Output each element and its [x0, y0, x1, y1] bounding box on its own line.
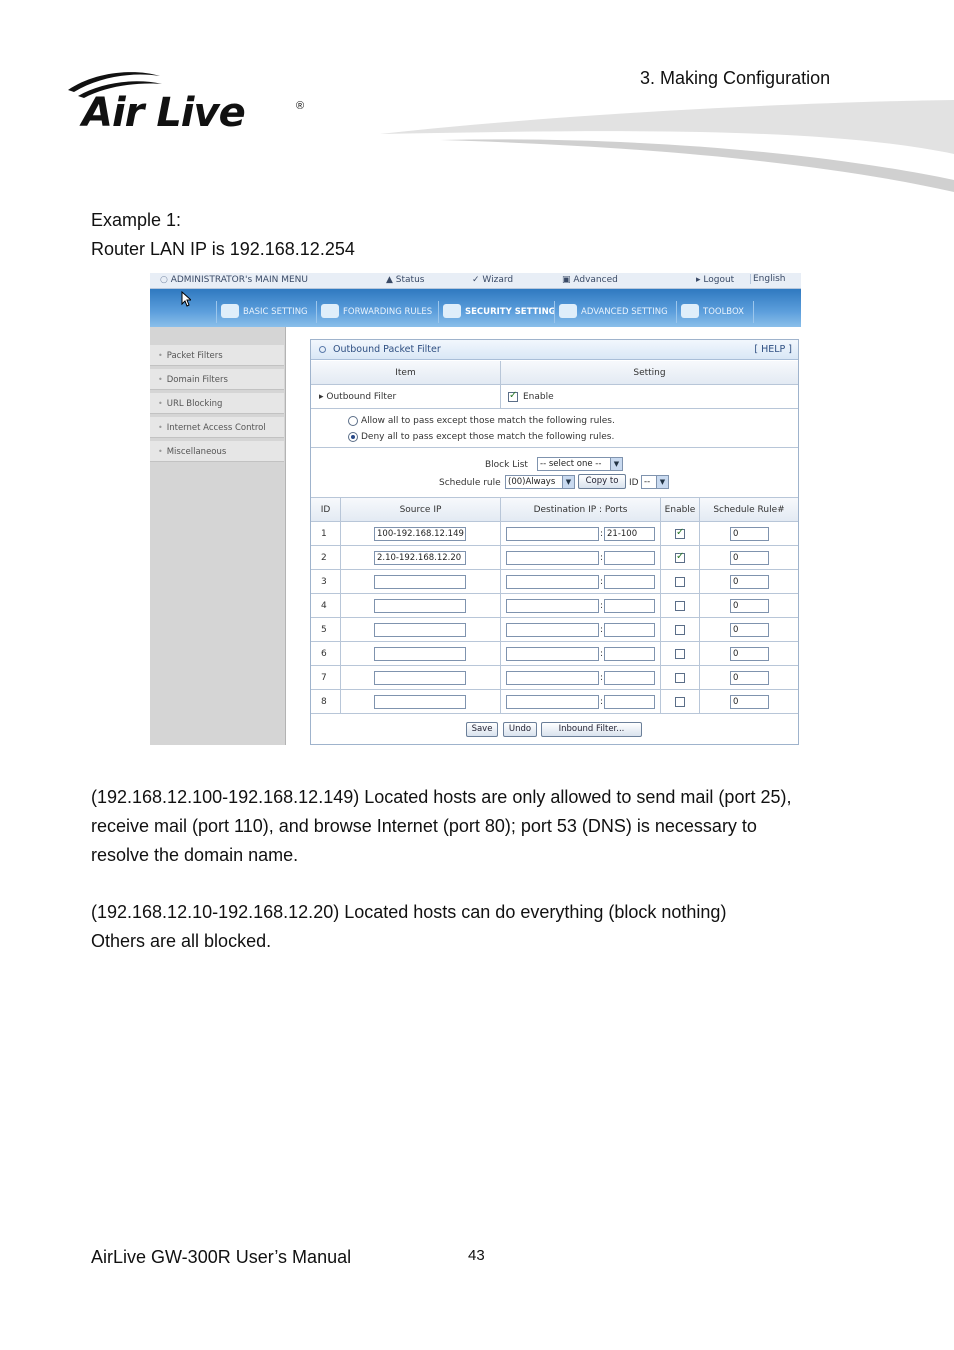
source-ip-input[interactable] — [374, 647, 466, 661]
rule-id: 8 — [321, 697, 327, 707]
outbound-filter-label: ▸ Outbound Filter — [319, 392, 397, 402]
table-row — [311, 546, 798, 570]
schedule-rule-input[interactable]: 0 — [730, 551, 769, 565]
rule-enable-checkbox[interactable] — [675, 625, 685, 635]
ports-input[interactable] — [604, 575, 655, 589]
title-bullet-icon — [319, 346, 326, 353]
deny-rule-option[interactable]: Deny all to pass except those match the following rules. — [348, 431, 614, 445]
destination-ip-input[interactable] — [506, 551, 599, 565]
paragraph-1-line-1: (192.168.12.100-192.168.12.149) Located hosts are only allowed to send mail (port 25), — [91, 787, 792, 807]
row-arrow-icon: ▸ — [319, 392, 327, 402]
rule-enable-checkbox[interactable] — [675, 577, 685, 587]
rule-id: 2 — [321, 553, 327, 563]
wizard-icon: ✓ — [472, 275, 483, 285]
source-ip-input[interactable] — [374, 671, 466, 685]
save-button[interactable]: Save — [466, 722, 498, 737]
settings-header-row — [311, 361, 798, 385]
router-top-bar — [150, 273, 801, 289]
sidebar-item-packet-filters[interactable]: • Packet Filters — [150, 345, 284, 366]
id-column-header: ID — [320, 505, 331, 515]
lan-ip-text: Router LAN IP is 192.168.12.254 — [91, 239, 355, 259]
block-list-label: Block List — [485, 460, 528, 470]
header-swoosh-graphic — [380, 96, 954, 196]
outbound-filter-panel — [310, 339, 799, 745]
basic-setting-icon — [221, 304, 239, 318]
source-ip-input[interactable] — [374, 599, 466, 613]
destination-ip-input[interactable] — [506, 527, 599, 541]
port-separator: : — [600, 697, 604, 707]
panel-title-bar — [311, 340, 798, 360]
ports-input[interactable]: 21-100 — [604, 527, 655, 541]
copy-id-select[interactable]: -- ▼ — [641, 475, 669, 489]
chapter-title: 3. Making Configuration — [640, 68, 831, 88]
rule-id: 3 — [321, 577, 327, 587]
paragraph-2-line-1: (192.168.12.10-192.168.12.20) Located hosts can do everything (block nothing) — [91, 902, 727, 922]
outbound-enable-checkbox[interactable] — [508, 392, 518, 402]
logout-arrow-icon: ▸ — [696, 275, 704, 285]
inbound-filter-button[interactable]: Inbound Filter... — [541, 722, 642, 737]
allow-rule-option[interactable]: Allow all to pass except those match the following rules. — [348, 415, 615, 429]
port-separator: : — [600, 601, 604, 611]
port-separator: : — [600, 577, 604, 587]
main-menu-label: ○ ADMINISTRATOR's MAIN MENU — [160, 275, 308, 285]
block-list-select[interactable]: -- select one -- ▼ — [537, 457, 623, 471]
tab-advanced-setting[interactable]: ADVANCED SETTING — [554, 301, 676, 323]
filter-mode-row — [311, 409, 798, 448]
schedule-rule-select[interactable]: (00)Always ▼ — [505, 475, 575, 489]
rule-id: 1 — [321, 529, 327, 539]
port-separator: : — [600, 529, 604, 539]
rule-enable-checkbox[interactable] — [675, 601, 685, 611]
paragraph-1-line-3: resolve the domain name. — [91, 845, 299, 865]
rule-id: 5 — [321, 625, 327, 635]
ports-input[interactable] — [604, 671, 655, 685]
security-sidebar — [150, 327, 286, 745]
table-row — [311, 570, 798, 594]
rule-id: 7 — [321, 673, 327, 683]
ports-input[interactable] — [604, 647, 655, 661]
port-separator: : — [600, 673, 604, 683]
allow-rule-radio[interactable] — [348, 416, 358, 426]
table-row — [311, 618, 798, 642]
router-menu-bar — [150, 289, 801, 327]
airlive-logo — [64, 68, 314, 140]
sidebar-item-domain-filters[interactable]: • Domain Filters — [150, 369, 284, 390]
schedule-rule-input[interactable]: 0 — [730, 647, 769, 661]
block-list-row — [311, 448, 798, 498]
deny-rule-radio[interactable] — [348, 432, 358, 442]
advanced-setting-icon — [559, 304, 577, 318]
destination-ip-input[interactable] — [506, 575, 599, 589]
port-separator: : — [600, 553, 604, 563]
mouse-cursor-icon — [181, 291, 191, 307]
destination-ip-input[interactable] — [506, 623, 599, 637]
rule-enable-checkbox[interactable] — [675, 649, 685, 659]
ports-input[interactable] — [604, 623, 655, 637]
rule-id: 4 — [321, 601, 327, 611]
help-link[interactable]: [ HELP ] — [754, 344, 792, 355]
schedule-rule-input[interactable]: 0 — [730, 695, 769, 709]
enable-column-header: Enable — [664, 505, 696, 515]
port-separator: : — [600, 625, 604, 635]
destination-ip-input[interactable] — [506, 671, 599, 685]
rule-enable-checkbox[interactable] — [675, 529, 685, 539]
destination-ip-input[interactable] — [506, 695, 599, 709]
setting-column-header: Setting — [633, 368, 666, 378]
id-label: ID — [629, 478, 639, 488]
ports-input[interactable] — [604, 599, 655, 613]
logout-link[interactable]: ▸ Logout — [696, 275, 735, 285]
table-row — [311, 642, 798, 666]
source-ip-input[interactable] — [374, 695, 466, 709]
schedule-rule-input[interactable]: 0 — [730, 599, 769, 613]
sidebar-item-url-blocking[interactable]: • URL Blocking — [150, 393, 284, 414]
undo-button[interactable]: Undo — [503, 722, 537, 737]
action-buttons-row — [311, 714, 798, 745]
security-setting-icon — [443, 304, 461, 318]
outbound-filter-row — [311, 385, 798, 409]
schedule-column-header: Schedule Rule# — [713, 505, 785, 515]
schedule-rule-input[interactable]: 0 — [730, 575, 769, 589]
status-icon: ▲ — [386, 275, 396, 285]
ports-input[interactable] — [604, 695, 655, 709]
page-number: 43 — [468, 1247, 485, 1264]
forwarding-rules-icon — [321, 304, 339, 318]
paragraph-2-line-2: Others are all blocked. — [91, 931, 272, 951]
tab-forwarding-rules[interactable]: FORWARDING RULES — [316, 301, 438, 323]
status-link[interactable]: ▲ Status — [386, 275, 425, 285]
schedule-rule-input[interactable]: 0 — [730, 527, 769, 541]
schedule-rule-label: Schedule rule — [439, 478, 501, 488]
chevron-down-icon: ▼ — [562, 476, 574, 488]
rule-enable-checkbox[interactable] — [675, 697, 685, 707]
table-row — [311, 594, 798, 618]
table-row — [311, 522, 798, 546]
language-select[interactable]: English — [750, 274, 786, 284]
item-column-header: Item — [395, 368, 416, 378]
source-ip-input[interactable]: 2.10-192.168.12.20 — [374, 551, 466, 565]
tab-toolbox[interactable]: TOOLBOX — [676, 301, 754, 323]
rules-header-row — [311, 498, 798, 522]
schedule-rule-input[interactable]: 0 — [730, 623, 769, 637]
router-admin-screenshot — [150, 273, 801, 745]
source-ip-input[interactable] — [374, 623, 466, 637]
rule-enable-checkbox[interactable] — [675, 553, 685, 563]
ports-input[interactable] — [604, 551, 655, 565]
port-separator: : — [600, 649, 604, 659]
advanced-link[interactable]: ▣ Advanced — [562, 275, 618, 285]
toolbox-icon — [681, 304, 699, 318]
chevron-down-icon: ▼ — [656, 476, 668, 488]
destination-column-header: Destination IP : Ports — [533, 505, 628, 515]
paragraph-1-line-2: receive mail (port 110), and browse Internet (port 80); port 53 (DNS) is necessary to — [91, 816, 757, 836]
sidebar-item-miscellaneous[interactable]: • Miscellaneous — [150, 441, 284, 462]
wizard-link[interactable]: ✓ Wizard — [472, 275, 514, 285]
copy-to-button[interactable]: Copy to — [578, 474, 626, 489]
rule-id: 6 — [321, 649, 327, 659]
tab-basic-setting[interactable]: BASIC SETTING — [216, 301, 316, 323]
enable-label: Enable — [523, 392, 554, 402]
schedule-rule-input[interactable]: 0 — [730, 671, 769, 685]
tab-security-setting[interactable]: SECURITY SETTING — [438, 301, 554, 323]
rule-enable-checkbox[interactable] — [675, 673, 685, 683]
logo-registered-mark: ® — [296, 100, 305, 112]
example-heading: Example 1: — [91, 210, 182, 230]
destination-ip-input[interactable] — [506, 647, 599, 661]
source-ip-input[interactable]: 100-192.168.12.149 — [374, 527, 466, 541]
panel-title: Outbound Packet Filter — [333, 344, 441, 355]
chevron-down-icon: ▼ — [610, 458, 622, 470]
table-row — [311, 666, 798, 690]
sidebar-item-internet-access-control[interactable]: • Internet Access Control — [150, 417, 284, 438]
table-row — [311, 690, 798, 714]
destination-ip-input[interactable] — [506, 599, 599, 613]
source-ip-input[interactable] — [374, 575, 466, 589]
source-ip-column-header: Source IP — [399, 505, 442, 515]
advanced-icon: ▣ — [562, 275, 574, 285]
manual-title: AirLive GW-300R User’s Manual — [91, 1247, 352, 1267]
logo-text: Air Live — [82, 90, 245, 136]
